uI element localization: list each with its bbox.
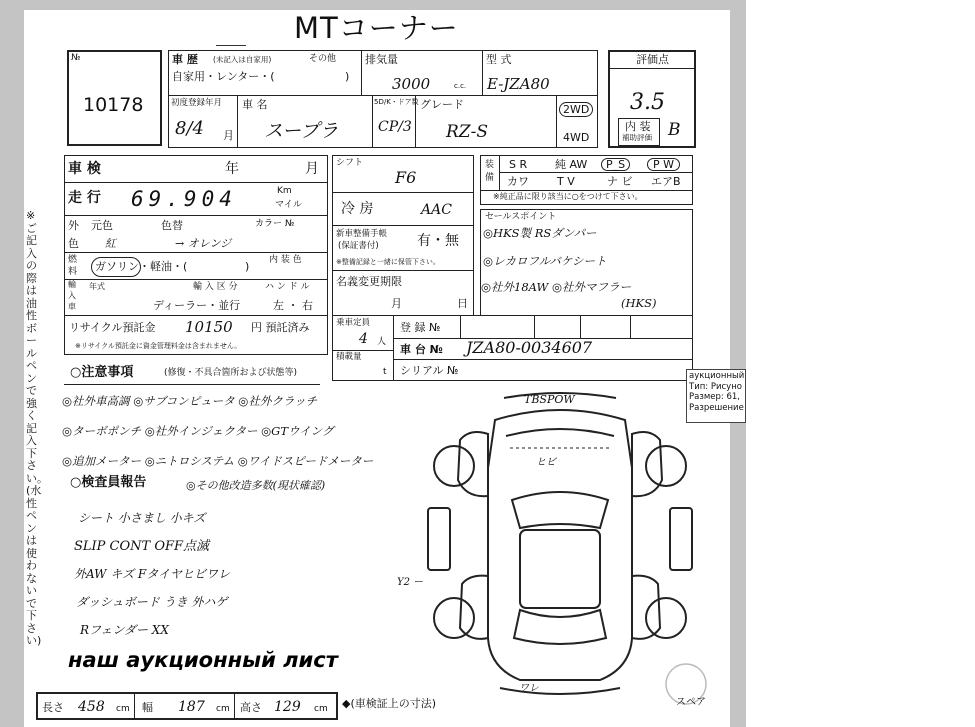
color-label-1: 外 xyxy=(68,219,79,232)
fuel-gasoline-circle xyxy=(91,257,141,277)
first-registration-cell xyxy=(168,95,238,148)
interior-label: 内 装 xyxy=(625,120,651,133)
shaken-label: 車 検 xyxy=(68,161,101,177)
title-stub-line xyxy=(216,45,246,46)
model-label: 型 式 xyxy=(486,53,512,66)
usage-note: (未記入は自家用) xyxy=(213,55,272,64)
length-unit: cm xyxy=(116,704,130,714)
tooltip-line: аукционный xyxy=(689,371,745,381)
chassis-label: 車 台 № xyxy=(400,343,443,356)
sales-point: ◎HKS製 RSダンパー xyxy=(483,226,597,240)
notes-underline xyxy=(64,384,320,385)
notes-header: ○注意事項 xyxy=(70,365,134,380)
note-item: ◎社外車高調 ◎サブコンピュータ ◎社外クラッチ xyxy=(62,394,318,408)
tooltip-line: Размер: 61, xyxy=(689,392,740,402)
manual-label: 新車整備手帳 xyxy=(336,229,388,239)
serial-label: シリアル № xyxy=(400,364,459,377)
shaken-cell xyxy=(64,155,328,183)
shift-label: シフト xyxy=(336,158,364,168)
lot-box xyxy=(67,50,162,146)
manual-note: ※整備記録と一緒に保管下さい。 xyxy=(336,258,440,266)
watermark-caption: наш аукционный лист xyxy=(68,648,338,672)
recycle-value: 10150 xyxy=(185,318,233,336)
register-label: 登 録 № xyxy=(400,321,441,334)
mileage-cell xyxy=(64,182,328,216)
tooltip-line: Тип: Рисуно xyxy=(689,381,742,392)
color-label-2: 色 xyxy=(68,237,79,250)
name-change-cell xyxy=(332,270,474,316)
car-name-label: 車 名 xyxy=(242,98,268,111)
mileage-unit-mile: マイル xyxy=(275,200,302,210)
vertical-instruction-note: ※ご記入の際は油性ボールペンで強く記入下さい。(水性ペンは使わないで下さい) xyxy=(26,209,48,647)
manual-sub: (保証書付) xyxy=(338,241,379,251)
image-info-tooltip xyxy=(686,369,746,423)
diagram-bottom-label: ワレ xyxy=(519,683,539,694)
capacity-divider xyxy=(333,350,393,351)
import-label-2: 入 xyxy=(68,291,76,300)
height-label: 高さ xyxy=(240,701,262,714)
capacity-unit: 人 xyxy=(377,337,387,347)
spare-label: スペア xyxy=(676,697,706,708)
handle-label: ハ ン ド ル xyxy=(265,282,310,292)
score-divider xyxy=(610,68,694,69)
option-pw: P W xyxy=(647,158,680,171)
first-registration-unit: 月 xyxy=(223,129,234,142)
usage-options: 自家用・レンター・( xyxy=(172,70,275,83)
interior-label-box xyxy=(618,118,660,146)
import-category-value: ディーラー・並行 xyxy=(153,299,241,312)
length-value: 458 xyxy=(78,699,105,715)
import-label-3: 車 xyxy=(68,302,76,311)
model-cell xyxy=(482,50,598,96)
color-changed-value: → オレンジ xyxy=(175,237,232,250)
option-ps: P_S xyxy=(601,158,630,171)
handle-value: 左 ・ 右 xyxy=(273,299,313,312)
mileage-unit-km: Km xyxy=(277,186,292,196)
serial-row xyxy=(393,359,693,381)
interior-color-label: 内 装 色 xyxy=(269,255,302,265)
options-divider xyxy=(499,156,500,190)
drive-2wd: 2WD xyxy=(559,102,593,117)
inspector-item: シート 小さまし 小キズ xyxy=(78,511,206,525)
grade-cell xyxy=(415,95,557,148)
color-original-value: 紅 xyxy=(105,237,116,250)
fuel-close: ) xyxy=(245,260,250,273)
options-cell xyxy=(480,155,693,205)
dimensions-divider xyxy=(234,694,235,718)
register-divider xyxy=(580,316,581,338)
option-navi: ナ ビ xyxy=(607,175,633,188)
options-divider xyxy=(499,172,692,173)
sales-points-label: セールスポイント xyxy=(485,212,557,222)
auction-sheet xyxy=(24,10,730,727)
usage-other: その他 xyxy=(309,54,337,64)
recycle-note: ※リサイクル預託金に資金管理料金は含まれません。 xyxy=(75,342,242,350)
option-aw: 純 AW xyxy=(555,158,588,171)
shift-cell xyxy=(332,155,474,193)
first-registration-value: 8/4 xyxy=(175,118,204,139)
register-divider xyxy=(460,316,461,338)
height-value: 129 xyxy=(274,699,301,715)
length-label: 長さ xyxy=(42,701,64,714)
first-registration-label: 初度登録年月 xyxy=(171,98,223,108)
ac-label: 冷 房 xyxy=(341,201,374,217)
inspector-item: 外AW キズ Fタイヤヒビワレ xyxy=(74,567,230,581)
doors-value: CP/3 xyxy=(378,119,412,135)
displacement-unit: c.c. xyxy=(454,82,467,90)
note-item: ◎追加メーター ◎ニトロシステム ◎ワイドスピードメーター xyxy=(62,454,374,468)
options-label-1: 装 xyxy=(485,160,495,170)
fuel-label-2: 料 xyxy=(68,267,78,277)
dimensions-note: ◆(車検証上の寸法) xyxy=(342,697,437,710)
sales-points-cell xyxy=(480,209,693,316)
car-name-value: スープラ xyxy=(264,120,339,142)
drive-cell xyxy=(556,95,598,148)
sheet-title: MTコーナー xyxy=(294,11,459,45)
diagram-hood-label: ヒビ xyxy=(536,457,556,468)
inspector-item: ダッシュボード うき 外ハゲ xyxy=(76,595,228,609)
model-value: E-JZA80 xyxy=(487,75,550,93)
shift-value: F6 xyxy=(395,168,417,187)
manual-value: 有・無 xyxy=(417,233,459,249)
color-changed-label: 色替 xyxy=(161,219,183,232)
mileage-value: 69.904 xyxy=(131,187,237,211)
car-name-cell xyxy=(237,95,373,148)
grade-value: RZ-S xyxy=(446,122,489,142)
color-original-label: 元色 xyxy=(91,219,113,232)
option-tv: T V xyxy=(557,175,575,188)
color-number-label: カラー № xyxy=(255,219,295,229)
sales-point: ◎社外18AW ◎社外マフラー xyxy=(481,280,632,294)
color-cell xyxy=(64,215,328,253)
grade-label: グレード xyxy=(420,98,464,111)
load-label: 積載量 xyxy=(336,352,362,362)
register-divider xyxy=(534,316,535,338)
lot-number: 10178 xyxy=(83,94,144,116)
ac-value: AAC xyxy=(421,202,452,218)
inspector-item: Rフェンダー XX xyxy=(80,623,169,637)
fuel-value: ガソリン・軽油・( xyxy=(95,260,188,273)
option-airbag: エアB xyxy=(651,175,681,188)
dimensions-box xyxy=(36,692,338,720)
import-type-label: 年式 xyxy=(89,282,105,291)
drive-4wd: 4WD xyxy=(563,131,590,144)
usage-label: 車 歴 xyxy=(172,53,198,66)
lot-number-label: № xyxy=(71,53,81,63)
inspector-item: SLIP CONT OFF点滅 xyxy=(74,539,210,554)
dimensions-divider xyxy=(134,694,135,718)
displacement-label: 排気量 xyxy=(365,53,398,66)
import-category-label: 輸 入 区 分 xyxy=(193,282,238,292)
ac-cell xyxy=(332,192,474,226)
inspector-header: ○検査員報告 xyxy=(70,475,147,490)
options-note: ※純正品に限り該当に○をつけて下さい。 xyxy=(493,192,643,201)
load-unit: t xyxy=(383,367,387,377)
register-row xyxy=(393,315,693,339)
diagram-side-label: Y2 ー xyxy=(397,577,424,588)
mileage-label: 走 行 xyxy=(68,190,101,206)
tooltip-line: Разрешение xyxy=(689,402,744,413)
name-change-day: 日 xyxy=(457,297,468,310)
usage-cell xyxy=(168,50,362,96)
shaken-month: 月 xyxy=(305,161,319,177)
capacity-cell xyxy=(332,315,394,381)
shaken-year: 年 xyxy=(225,161,239,177)
interior-sub: 補助評価 xyxy=(622,133,652,142)
sales-point: (HKS) xyxy=(621,296,657,310)
sales-point: ◎レカロフルバケシート xyxy=(483,254,607,268)
width-unit: cm xyxy=(216,704,230,714)
name-change-month: 月 xyxy=(391,297,402,310)
option-leather: カワ xyxy=(507,175,529,188)
car-body-diagram xyxy=(400,388,720,708)
import-cell xyxy=(64,279,328,316)
manual-cell xyxy=(332,225,474,271)
import-label-1: 輸 xyxy=(68,280,76,289)
fuel-label-1: 燃 xyxy=(68,255,78,265)
displacement-value: 3000 xyxy=(392,75,431,93)
height-unit: cm xyxy=(314,704,328,714)
fuel-cell xyxy=(64,252,328,280)
chassis-value: JZA80-0034607 xyxy=(466,338,593,357)
option-sr: S R xyxy=(509,158,528,171)
recycle-unit: 円 預託済み xyxy=(251,321,310,334)
doors-cell xyxy=(372,95,419,148)
score-box xyxy=(608,50,696,148)
chassis-row xyxy=(393,338,693,360)
usage-close: ) xyxy=(345,70,350,83)
diagram-top-label: TBSPOW xyxy=(524,393,575,406)
score-label: 評価点 xyxy=(636,53,669,66)
score-value: 3.5 xyxy=(630,90,665,115)
capacity-value: 4 xyxy=(359,331,368,347)
recycle-cell xyxy=(64,315,328,355)
interior-value: B xyxy=(668,120,681,140)
options-divider xyxy=(481,190,692,191)
width-value: 187 xyxy=(178,699,205,715)
displacement-cell xyxy=(361,50,483,96)
name-change-label: 名義変更期限 xyxy=(336,275,402,288)
width-label: 幅 xyxy=(142,701,153,714)
recycle-label: リサイクル預託金 xyxy=(69,321,156,334)
doors-label: 5D/K・ドア数 xyxy=(374,98,419,106)
notes-header-sub: (修復・不具合箇所および状態等) xyxy=(164,368,298,378)
register-divider xyxy=(630,316,631,338)
note-item: ◎ターボポンチ ◎社外インジェクター ◎GTウイング xyxy=(62,424,334,438)
inspector-sub: ◎その他改造多数(現状確認) xyxy=(186,479,326,492)
capacity-label: 乗車定員 xyxy=(336,318,371,328)
options-label-2: 備 xyxy=(485,173,495,183)
